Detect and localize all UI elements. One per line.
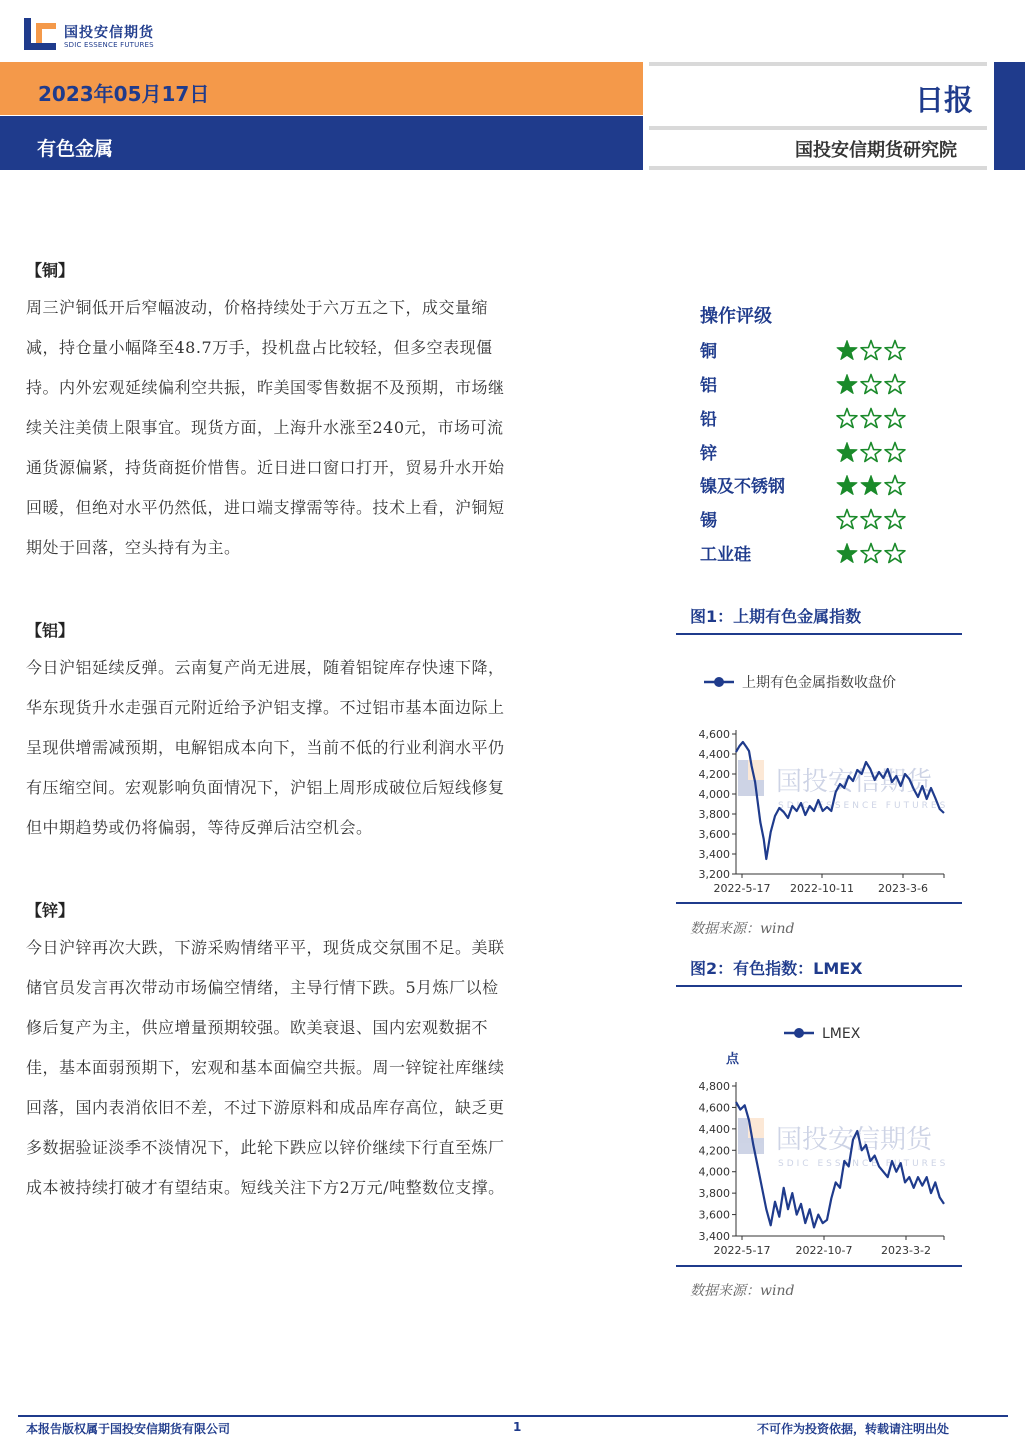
footer-rule [18,1415,1008,1417]
star-rating-icon [836,441,908,463]
logo-mark-icon [24,18,56,50]
watermark-en-text: SDIC ESSENCE FUTURES [778,1159,949,1169]
rating-name: 铜 [700,342,717,362]
y-tick-label: 4,000 [698,788,730,801]
header-rule-bottom [649,166,987,170]
text-line: 华东现货升水走强百元附近给予沪铝支撑。不过铝市基本面边际上 [26,698,505,717]
star-filled-icon [837,375,857,394]
text-line: 修后复产为主，供应增量预期较强。欧美衰退、国内宏观数据不 [26,1018,489,1037]
footer-page-number: 1 [513,1420,522,1434]
star-empty-icon [861,409,881,428]
x-tick-label: 2023-3-2 [881,1244,931,1257]
text-line: 今日沪铝延续反弹。云南复产尚无进展，随着铝锭库存快速下降， [26,658,505,677]
section-heading-aluminum: 【铝】 [26,621,75,640]
text-line: 佳，基本面弱预期下，宏观和基本面偏空共振。周一锌锭社库继续 [26,1058,505,1077]
y-tick-label: 3,800 [698,808,730,821]
chart-legend [704,674,896,691]
header-right-bar [994,62,1025,170]
star-filled-icon [837,443,857,462]
star-empty-icon [885,375,905,394]
figure-2-chart [676,988,962,1264]
y-tick-label: 3,200 [698,868,730,881]
footer-copyright: 本报告版权属于国投安信期货有限公司 [26,1422,231,1436]
rating-row-tin [700,506,920,536]
figure-1-chart [676,636,962,902]
y-tick-label: 4,400 [698,1122,730,1136]
text-line: 呈现供增需减预期，电解铝成本向下，当前不低的行业利润水平仍 [26,738,505,757]
star-filled-icon [837,544,857,563]
y-axis-label: 点 [726,1052,740,1067]
star-empty-icon [885,476,905,495]
section-heading-copper: 【铜】 [26,261,75,280]
text-line: 续关注美债上限事宜。现货方面，上海升水涨至240元，市场可流 [26,418,504,437]
watermark-cn-text: 国投安信期货 [776,767,933,797]
star-empty-icon [837,409,857,428]
x-tick-label: 2022-10-11 [790,882,854,895]
star-empty-icon [861,544,881,563]
section-body-aluminum [26,648,608,848]
x-tick-label: 2022-5-17 [713,882,771,895]
chart-1-svg [676,636,962,902]
text-line: 但中期趋势或仍将偏弱，等待反弹后沽空机会。 [26,818,373,837]
header-rule-mid [649,126,987,130]
y-tick-label: 4,400 [698,748,730,761]
figure-2-title: 图2：有色指数：LMEX [690,959,863,978]
star-empty-icon [861,443,881,462]
rating-name: 锡 [700,511,717,531]
text-line: 回暖，但绝对水平仍然低，进口端支撑需等待。技术上看，沪铜短 [26,498,505,517]
star-empty-icon [885,341,905,360]
star-empty-icon [885,510,905,529]
legend-marker-icon [794,1028,804,1038]
logo-cn-text: 国投安信期货 [64,25,154,41]
y-tick-label: 4,200 [698,768,730,781]
star-empty-icon [885,544,905,563]
star-empty-icon [837,510,857,529]
star-filled-icon [837,476,857,495]
rating-name: 工业硅 [700,545,751,565]
header-rule-top [649,62,987,66]
figure-2-rule-bottom [676,1265,962,1267]
y-tick-label: 4,000 [698,1165,730,1179]
watermark-cn-text: 国投安信期货 [776,1125,933,1155]
star-empty-icon [861,375,881,394]
star-empty-icon [861,341,881,360]
star-rating-icon [836,508,908,530]
section-title: 有色金属 [37,138,114,160]
rating-row-lead [700,405,920,435]
star-empty-icon [861,510,881,529]
rating-row-silicon [700,540,920,570]
figure-1-source: 数据来源：wind [690,921,795,937]
rating-row-zinc [700,439,920,469]
figure-2-source: 数据来源：wind [690,1283,795,1299]
star-filled-icon [837,341,857,360]
footer-disclaimer: 不可作为投资依据，转载请注明出处 [757,1422,950,1436]
star-rating-icon [836,542,908,564]
text-line: 多数据验证淡季不淡情况下，此轮下跌应以锌价继续下行直至炼厂 [26,1138,505,1157]
figure-1-rule-bottom [676,902,962,904]
rating-row-aluminum [700,371,920,401]
y-tick-label: 4,800 [698,1080,730,1093]
report-date: 2023年05月17日 [38,82,210,106]
star-rating-icon [836,339,908,361]
y-tick-label: 4,200 [698,1144,730,1158]
star-rating-icon [836,407,908,429]
y-tick-label: 3,600 [698,1208,730,1222]
y-tick-label: 4,600 [698,728,730,741]
institute-name: 国投安信期货研究院 [795,140,957,161]
text-line: 周三沪铜低开后窄幅波动，价格持续处于六万五之下，成交量缩 [26,298,489,317]
legend-label: 上期有色金属指数收盘价 [742,675,896,691]
section-body-copper [26,288,608,568]
section-heading-zinc: 【锌】 [26,901,75,920]
text-line: 期处于回落，空头持有为主。 [26,538,241,557]
star-filled-icon [861,476,881,495]
figure-1-rule-top [676,633,962,635]
rating-name: 铅 [700,410,717,430]
rating-title: 操作评级 [700,306,772,327]
watermark-en-text: SDIC ESSENCE FUTURES [778,801,949,811]
report-type: 日报 [915,83,974,117]
figure-1-title: 图1：上期有色金属指数 [690,607,862,626]
y-tick-label: 3,400 [698,1230,730,1243]
figure-2-rule-top [676,985,962,987]
rating-row-copper [700,337,920,367]
text-line: 成本被持续打破才有望结束。短线关注下方2万元/吨整数位支撑。 [26,1178,505,1197]
x-tick-label: 2022-10-7 [795,1244,853,1257]
rating-name: 铝 [700,376,717,396]
chart-2-svg [676,988,962,1264]
star-rating-icon [836,373,908,395]
legend-label: LMEX [822,1026,861,1042]
text-line: 减，持仓量小幅降至48.7万手，投机盘占比较轻，但多空表现僵 [26,338,493,357]
text-line: 有压缩空间。宏观影响负面情况下，沪铝上周形成破位后短线修复 [26,778,505,797]
text-line: 回落，国内表消依旧不差，不过下游原料和成品库存高位，缺乏更 [26,1098,505,1117]
y-tick-label: 3,600 [698,828,730,841]
star-empty-icon [885,443,905,462]
section-body-zinc [26,928,608,1208]
company-logo [22,14,172,54]
text-line: 储官员发言再次带动市场偏空情绪，主导行情下跌。5月炼厂以检 [26,978,499,997]
text-line: 持。内外宏观延续偏利空共振，昨美国零售数据不及预期，市场继 [26,378,505,397]
chart-legend [784,1026,861,1042]
rating-name: 镍及不锈钢 [700,477,785,497]
text-line: 今日沪锌再次大跌，下游采购情绪平平，现货成交氛围不足。美联 [26,938,505,957]
y-tick-label: 3,800 [698,1187,730,1201]
y-tick-label: 4,600 [698,1101,730,1115]
rating-name: 锌 [700,444,717,464]
y-tick-label: 3,400 [698,848,730,861]
star-empty-icon [885,409,905,428]
legend-marker-icon [714,677,724,687]
logo-en-text: SDIC ESSENCE FUTURES [64,41,154,49]
x-tick-label: 2022-5-17 [713,1244,771,1257]
rating-row-nickel [700,472,920,502]
star-rating-icon [836,474,908,496]
x-tick-label: 2023-3-6 [878,882,928,895]
text-line: 通货源偏紧，持货商挺价惜售。近日进口窗口打开，贸易升水开始 [26,458,505,477]
